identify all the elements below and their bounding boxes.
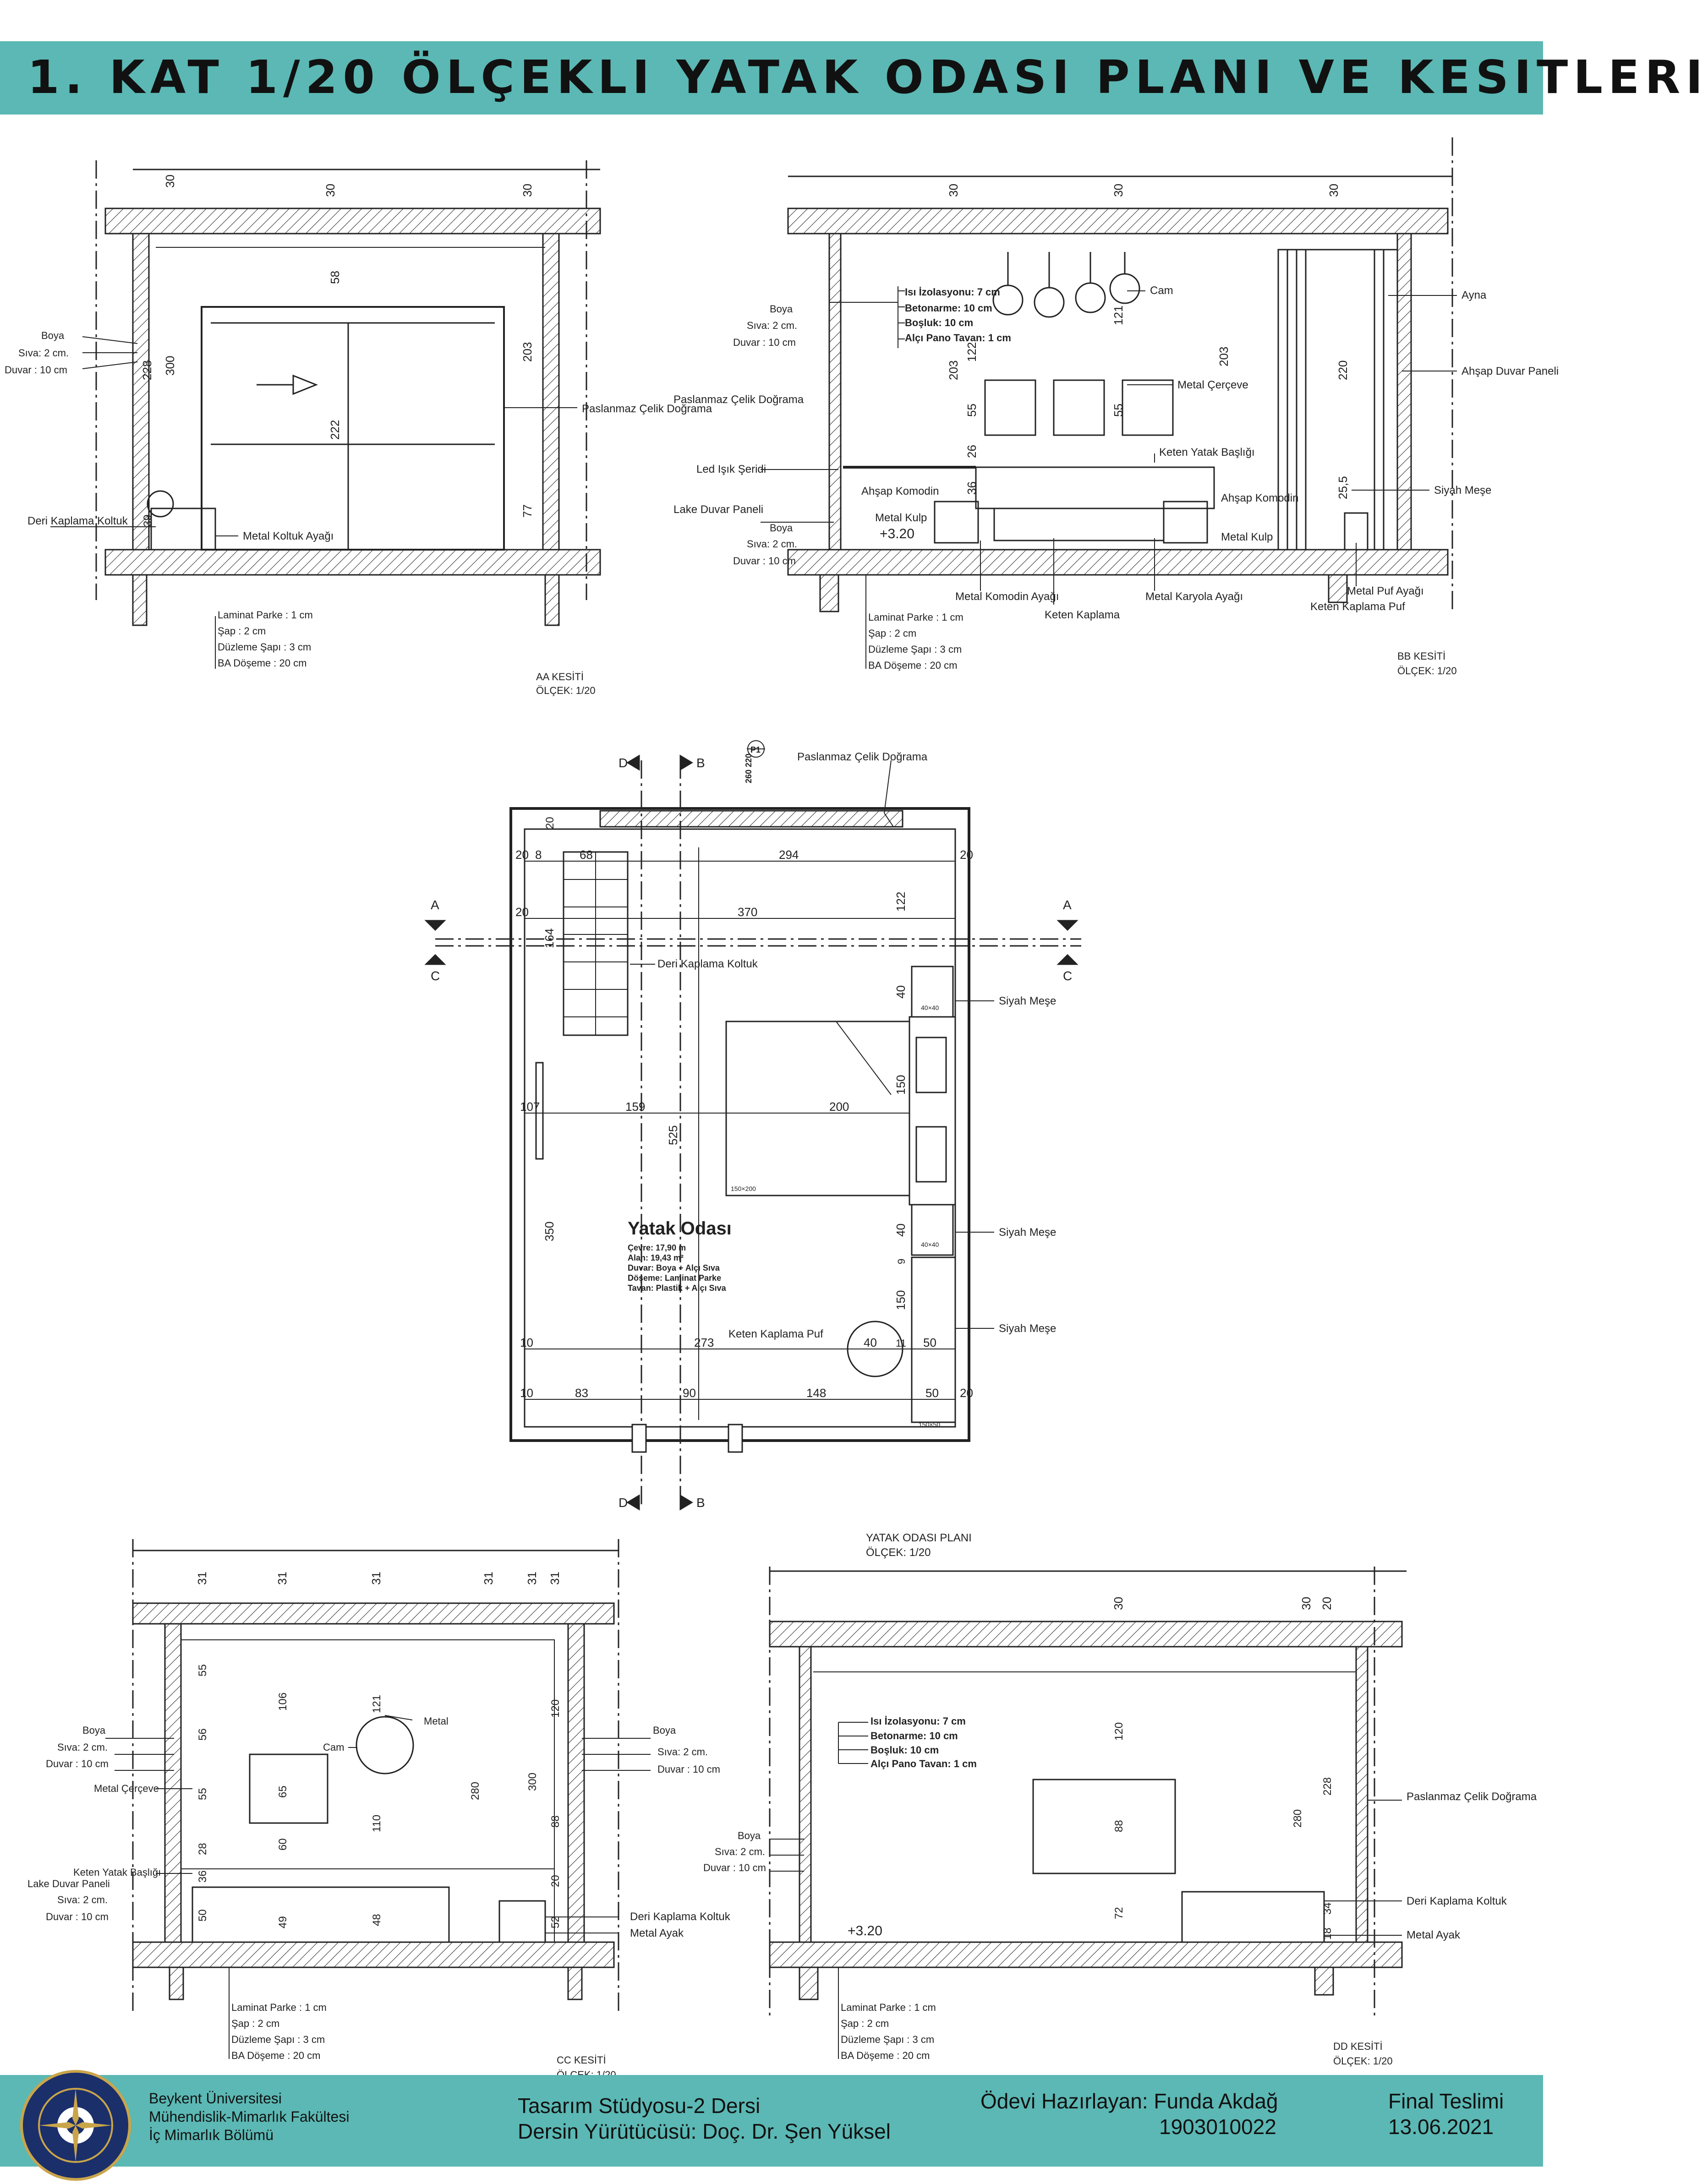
bb-lake-panel: Lake Duvar Paneli [673,503,764,516]
dd-frame [1033,1780,1175,1873]
plan-room-doseme: Döşeme: Laminat Parke [628,1273,722,1283]
plan-dim: 122 [894,891,908,912]
bb-ceil-4: Alçı Pano Tavan: 1 cm [905,332,1011,344]
cc-lake-panel: Lake Duvar Paneli [27,1878,110,1889]
svg-text:122: 122 [965,342,979,362]
bb-level: +3.20 [880,526,914,541]
svg-text:25,5: 25,5 [1336,476,1350,499]
aa-metal-koltuk-ayagi: Metal Koltuk Ayağı [243,530,334,542]
plan-dim: 50 [923,1336,936,1349]
plan-dim: 107 [520,1100,540,1114]
bb-floor-2: Şap : 2 cm [868,628,917,639]
plan-mark-b-bot: B [696,1496,705,1510]
aa-paslanmaz: Paslanmaz Çelik Doğrama [582,403,712,415]
svg-text:300: 300 [163,355,177,376]
section-cc [105,1539,651,2059]
cc-ceiling [133,1603,614,1624]
footer-uni-name: Beykent Üniversitesi [149,2090,282,2107]
bb-ahsap-duvar: Ahşap Duvar Paneli [1462,365,1559,377]
university-seal-icon [18,2068,133,2183]
bb-cam: Cam [1150,284,1173,297]
plan-deri-koltuk: Deri Kaplama Koltuk [657,958,758,970]
cc-lamp [356,1717,413,1774]
svg-text:30: 30 [1111,184,1125,197]
svg-text:31: 31 [275,1572,289,1585]
bb-labels [673,284,1559,677]
plan-dim: 164 [542,928,556,948]
svg-text:30: 30 [1327,184,1341,197]
dd-ceil-3: Boşluk: 10 cm [870,1744,939,1756]
svg-text:65: 65 [277,1785,289,1798]
svg-text:88: 88 [1113,1820,1125,1832]
cc-section-name: CC KESİTİ [557,2054,606,2066]
aa-right-wall [543,234,559,550]
plan-mark-a-r: A [1063,898,1072,912]
aa-section-scale: ÖLÇEK: 1/20 [536,685,596,696]
plan-dim: 20 [515,848,529,862]
dd-boya: Boya [738,1830,761,1841]
footer-dept: İç Mimarlık Bölümü [149,2127,274,2143]
plan-labels [431,745,1072,1559]
plan-dim: 159 [625,1100,646,1114]
bb-section-name: BB KESİTİ [1397,650,1446,662]
bb-ayna: Ayna [1462,289,1487,301]
aa-window-frame [202,307,504,550]
plan-dim: 40 [864,1336,877,1349]
svg-text:106: 106 [277,1692,289,1711]
plan-siyah-mese-2: Siyah Meşe [999,1226,1057,1239]
plan-room-tavan: Tavan: Plastik + Alçı Sıva [628,1283,726,1293]
plan-mark-b-top: B [696,756,705,770]
plan-dim: 200 [829,1100,849,1114]
plan-mark-c-l: C [431,969,440,983]
bb-metal-kulp-l: Metal Kulp [875,512,927,524]
plan-room-name: Yatak Odası [628,1218,732,1239]
footer-date: 13.06.2021 [1388,2115,1494,2139]
cc-siva-2: Sıva: 2 cm. [57,1894,108,1906]
bb-siva: Sıva: 2 cm. [747,320,798,331]
svg-text:30: 30 [163,175,177,188]
svg-text:55: 55 [1111,404,1125,417]
footer [0,2075,1543,2167]
svg-text:88: 88 [549,1815,562,1828]
svg-text:30: 30 [520,184,534,197]
aa-floor-1: Laminat Parke : 1 cm [218,609,313,621]
bb-metal-karyola: Metal Karyola Ayağı [1145,590,1243,603]
aa-floor-4: BA Döşeme : 20 cm [218,657,307,669]
svg-text:300: 300 [526,1772,539,1791]
svg-text:55: 55 [197,1664,209,1676]
section-aa [50,160,600,669]
aa-floor-2: Şap : 2 cm [218,625,266,637]
cc-metal: Metal [424,1715,449,1727]
svg-text:120: 120 [549,1699,562,1718]
svg-text:110: 110 [371,1814,383,1832]
plan-dim: 10 [520,1386,533,1400]
svg-text:36: 36 [965,481,979,495]
svg-text:48: 48 [371,1914,383,1926]
cc-metal-ayak: Metal Ayak [630,1927,684,1939]
svg-text:203: 203 [520,342,534,362]
bb-floor-3: Düzleme Şapı : 3 cm [868,644,962,655]
dd-paslanmaz: Paslanmaz Çelik Doğrama [1407,1791,1537,1803]
aa-armchair [151,508,215,550]
plan-mark-a-l: A [431,898,439,912]
svg-text:220: 220 [1336,360,1350,380]
dd-ceil-1: Isı İzolasyonu: 7 cm [870,1715,966,1727]
bb-ceiling [788,208,1448,234]
plan-dim: 11 [896,1338,906,1349]
bb-frame-1 [985,380,1035,435]
svg-text:36: 36 [197,1870,209,1883]
plan-dim: 9 [896,1258,907,1264]
dd-siva: Sıva: 2 cm. [715,1846,766,1857]
plan-mark-d-bot: D [619,1496,628,1510]
bb-boya-2: Boya [770,522,793,534]
bb-ceil-2: Betonarme: 10 cm [905,302,992,314]
page-title: 1. KAT 1/20 ÖLÇEKLI YATAK ODASI PLANI VE KESITLERI [27,50,1708,104]
aa-boya: Boya [41,330,65,341]
aa-floor [105,550,600,575]
plan-mark-c-r: C [1063,969,1073,983]
dd-armchair [1182,1892,1324,1942]
svg-text:55: 55 [965,404,979,417]
plan-dim: 40×40 [921,1004,939,1011]
dd-deri-koltuk: Deri Kaplama Koltuk [1407,1895,1507,1907]
cc-floor-3: Düzleme Şapı : 3 cm [231,2034,325,2045]
svg-text:77: 77 [520,504,534,518]
svg-text:26: 26 [965,445,979,458]
svg-text:56: 56 [197,1728,209,1741]
plan-p1: P1 [750,745,761,754]
bb-floor-4: BA Döşeme : 20 cm [868,660,958,671]
bb-metal-kulp-r: Metal Kulp [1221,531,1273,543]
aa-floor-3: Düzleme Şapı : 3 cm [218,641,312,653]
bb-ceil-1: Isı İzolasyonu: 7 cm [905,286,1000,298]
plan-room-alan: Alan: 19,43 m² [628,1253,684,1262]
cc-duvar-r: Duvar : 10 cm [657,1764,720,1775]
dd-ceil-4: Alçı Pano Tavan: 1 cm [870,1758,977,1769]
svg-text:280: 280 [1292,1809,1304,1828]
footer-instructor: Dersin Yürütücüsü: Doç. Dr. Şen Yüksel [518,2119,891,2143]
svg-text:121: 121 [1111,305,1125,325]
cc-floor-1: Laminat Parke : 1 cm [231,2002,327,2013]
plan-dim: 40 [894,985,908,999]
plan-window [600,811,903,827]
dd-labels [703,1715,1537,2067]
aa-deri-koltuk: Deri Kaplama Koltuk [27,515,128,527]
dd-floor-1: Laminat Parke : 1 cm [841,2002,936,2013]
svg-text:203: 203 [1217,346,1231,366]
plan-dim: 273 [694,1336,714,1349]
svg-text:31: 31 [525,1572,539,1585]
bb-floor [788,550,1448,575]
plan-siyah-mese-3: Siyah Meşe [999,1322,1057,1335]
svg-text:30: 30 [1111,1597,1125,1610]
bb-siva-2: Sıva: 2 cm. [747,538,798,550]
bb-frame-2 [1054,380,1104,435]
dd-floor-2: Şap : 2 cm [841,2018,889,2029]
plan-paslanmaz: Paslanmaz Çelik Doğrama [797,751,928,763]
svg-text:222: 222 [328,420,342,440]
plan-dim: 294 [779,848,799,862]
footer-prepared: Ödevi Hazırlayan: Funda Akdağ [980,2089,1278,2113]
svg-text:28: 28 [197,1843,209,1855]
svg-text:30: 30 [323,184,337,197]
plan-dim: 50 [925,1386,939,1400]
svg-text:60: 60 [277,1838,289,1851]
svg-text:31: 31 [482,1572,495,1585]
bb-led: Led Işık Şeridi [696,463,766,475]
cc-floor [133,1942,614,1967]
dd-floor [770,1942,1402,1967]
svg-text:30: 30 [947,184,960,197]
bb-keten-basligi: Keten Yatak Başlığı [1159,446,1255,459]
cc-duvar-2: Duvar : 10 cm [46,1911,109,1922]
footer-faculty: Mühendislik-Mimarlık Fakültesi [149,2108,350,2125]
bb-ahsap-komodin-l: Ahşap Komodin [861,485,939,497]
dd-section-scale: ÖLÇEK: 1/20 [1333,2055,1393,2067]
svg-text:49: 49 [277,1916,289,1928]
bb-siyah-mese: Siyah Meşe [1434,484,1492,497]
svg-text:50: 50 [197,1909,209,1922]
svg-text:120: 120 [1113,1722,1125,1741]
aa-siva: Sıva: 2 cm. [18,347,69,359]
cc-deri-koltuk: Deri Kaplama Koltuk [630,1911,730,1923]
dd-ceiling [770,1622,1402,1647]
aa-duvar: Duvar : 10 cm [5,364,67,376]
svg-text:34: 34 [1321,1902,1334,1915]
svg-text:280: 280 [469,1781,482,1800]
svg-text:228: 228 [140,360,154,380]
bb-metal-komodin-ayagi: Metal Komodin Ayağı [955,590,1059,603]
svg-text:58: 58 [328,271,342,284]
bb-duvar: Duvar : 10 cm [733,337,796,348]
plan-dim: 8 [535,848,542,862]
svg-text:18: 18 [1321,1927,1334,1940]
svg-text:228: 228 [1321,1777,1334,1796]
plan-dim: 370 [738,905,758,919]
plan-room-duvar: Duvar: Boya + Alçı Sıva [628,1263,720,1272]
svg-text:72: 72 [1113,1907,1125,1919]
plan-dim: 150 [894,1290,908,1310]
plan-dim: 68 [580,848,593,862]
cc-floor-4: BA Döşeme : 20 cm [231,2050,321,2061]
bb-frame-3 [1122,380,1173,435]
bb-metal-puf: Metal Puf Ayağı [1347,585,1424,597]
cc-boya-r: Boya [653,1725,676,1736]
plan-dim: 20 [544,817,556,829]
dd-floor-3: Düzleme Şapı : 3 cm [841,2034,935,2045]
svg-text:121: 121 [371,1694,383,1713]
cc-siva-r: Sıva: 2 cm. [657,1746,708,1758]
bb-metal-cerceve: Metal Çerçeve [1177,379,1248,391]
dd-floor-4: BA Döşeme : 20 cm [841,2050,930,2061]
bb-duvar-2: Duvar : 10 cm [733,555,796,567]
plan-dim: 20 [960,1386,973,1400]
svg-text:30: 30 [1299,1597,1313,1610]
bb-ceil-3: Boşluk: 10 cm [905,317,974,328]
plan-dim: 150×200 [731,1185,756,1192]
plan-dim: 20 [515,905,529,919]
cc-headboard-panel [181,1640,554,1942]
bb-keten-kaplama: Keten Kaplama [1045,609,1120,621]
plan-dim: 525 [666,1125,680,1145]
svg-text:203: 203 [947,360,960,380]
plan-dim: 40 [894,1223,908,1237]
svg-text:52: 52 [549,1916,562,1928]
plan-dim: 20 [960,848,973,862]
plan-dim: 150 [894,1075,908,1095]
plan-dim: 350 [542,1221,556,1241]
cc-keten-basligi: Keten Yatak Başlığı [73,1867,161,1878]
cc-boya: Boya [82,1725,106,1736]
plan-dim: 83 [575,1386,588,1400]
svg-text:20: 20 [549,1875,562,1887]
aa-ceiling [105,208,600,234]
plan-bed [726,1021,909,1196]
plan-room-cevre: Çevre: 17,90 m [628,1243,686,1252]
plan-dim: 148 [806,1386,827,1400]
svg-text:31: 31 [369,1572,383,1585]
cc-metal-cerceve: Metal Çerçeve [94,1783,159,1794]
dd-section-name: DD KESİTİ [1333,2041,1383,2052]
plan-siyah-mese-1: Siyah Meşe [999,995,1057,1007]
aa-left-wall [133,234,149,550]
dd-level: +3.20 [848,1923,882,1938]
svg-text:55: 55 [197,1788,209,1800]
plan-dim: 40×40 [921,1241,939,1248]
bb-boya: Boya [770,303,793,315]
plan-keten-puf: Keten Kaplama Puf [728,1328,823,1340]
svg-text:31: 31 [548,1572,562,1585]
cc-siva: Sıva: 2 cm. [57,1742,108,1753]
plan-mark-d-top: D [619,756,628,770]
dd-duvar: Duvar : 10 cm [703,1862,766,1873]
footer-course: Tasarım Stüdyosu-2 Dersi [518,2094,761,2118]
dd-ceil-2: Betonarme: 10 cm [870,1730,958,1742]
bb-section-scale: ÖLÇEK: 1/20 [1397,665,1457,677]
cc-cam: Cam [323,1742,345,1753]
plan-section-name: YATAK ODASI PLANI [866,1532,972,1544]
cc-floor-2: Şap : 2 cm [231,2018,280,2029]
svg-text:31: 31 [195,1572,209,1585]
bb-paslanmaz: Paslanmaz Çelik Doğrama [673,393,804,406]
plan-p1-dims: 260 220 [744,753,753,783]
section-dd [770,1567,1407,2059]
bb-keten-puf: Keten Kaplama Puf [1310,601,1405,613]
plan-dim: 150×50 [919,1421,941,1428]
plan-dim: 90 [683,1386,696,1400]
aa-section-name: AA KESİTİ [536,671,584,682]
svg-text:20: 20 [1320,1597,1334,1610]
plan-section-scale: ÖLÇEK: 1/20 [866,1546,931,1559]
bb-bed [994,508,1164,541]
svg-text:39: 39 [142,514,154,527]
dd-metal-ayak: Metal Ayak [1407,1929,1460,1941]
bb-ahsap-komodin-r: Ahşap Komodin [1221,492,1299,504]
footer-final: Final Teslimi [1388,2089,1504,2113]
cc-duvar: Duvar : 10 cm [46,1758,109,1769]
bb-floor-1: Laminat Parke : 1 cm [868,612,963,623]
footer-student-no: 1903010022 [1159,2115,1276,2139]
aa-labels [5,330,712,696]
cc-bed [192,1887,449,1942]
plan-dim: 10 [520,1336,533,1349]
